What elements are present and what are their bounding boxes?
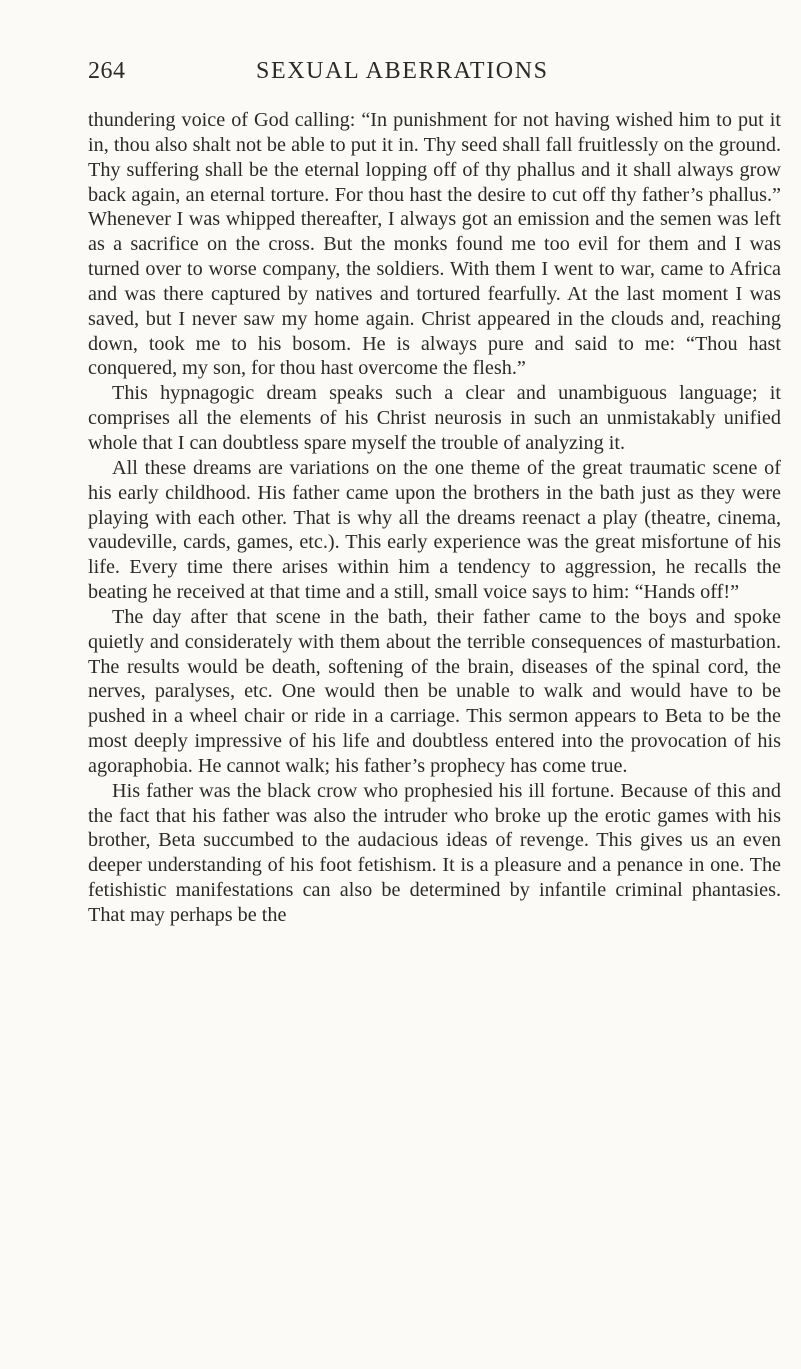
paragraph: This hypnagogic dream speaks such a clear and unambiguous language; it comprises all the elements of his Christ neurosis in such an unmistakably unified whole that I can doubtless spare myself the trouble of analyzing it. bbox=[88, 382, 781, 454]
page-number: 264 bbox=[88, 58, 126, 84]
body-text bbox=[88, 108, 781, 928]
paragraph: All these dreams are variations on the one theme of the great traumatic scene of his early childhood. His father came upon the brothers in the bath just as they were playing with each other. That is why all the dreams reenact a play (theatre, cinema, vaudeville, cards, games, etc.). This early experience was the great misfortune of his life. Every time there arises within him a tendency to aggression, he recalls the beating he received at that time and a still, small voice says to him: “Hands off!” bbox=[88, 456, 781, 604]
paragraph: The day after that scene in the bath, their father came to the boys and spoke quietly and considerately with them about the terrible consequences of masturbation. The results would be death, softening of the brain, diseases of the spinal cord, the nerves, paralyses, etc. One would then be unable to walk and would have to be pushed in a wheel chair or ride in a carriage. This sermon appears to Beta to be the most deeply impressive of his life and doubtless entered into the provocation of his agoraphobia. He cannot walk; his father’s prophecy has come true. bbox=[88, 605, 781, 777]
running-head bbox=[88, 58, 708, 94]
running-title: SEXUAL ABERRATIONS bbox=[256, 58, 549, 84]
paragraph-continued: thundering voice of God calling: “In punishment for not having wished him to put it in, thou also shalt not be able to put it in. Thy seed shall fall fruitlessly on the ground. Thy suffering shall be the eternal lopping off of thy phallus and it shall always grow back again, an eternal torture. For thou hast the desire to cut off thy father’s phallus.” Whenever I was whipped thereafter, I always got an emission and the semen was left as a sacrifice on the cross. But the monks found me too evil for them and I was turned over to worse company, the soldiers. With them I went to war, came to Africa and was there captured by natives and tortured fearfully. At the last moment I was saved, but I never saw my home again. Christ appeared in the clouds and, reaching down, took me to his bosom. He is always pure and said to me: “Thou hast conquered, my son, for thou hast overcome the flesh.” bbox=[88, 109, 781, 380]
paragraph: His father was the black crow who prophesied his ill fortune. Because of this and the fact that his father was also the intruder who broke up the erotic games with his brother, Beta succumbed to the audacious ideas of revenge. This gives us an even deeper understanding of his foot fetishism. It is a pleasure and a penance in one. The fetishistic manifestations can also be determined by infantile criminal phantasies. That may perhaps be the bbox=[88, 779, 781, 926]
